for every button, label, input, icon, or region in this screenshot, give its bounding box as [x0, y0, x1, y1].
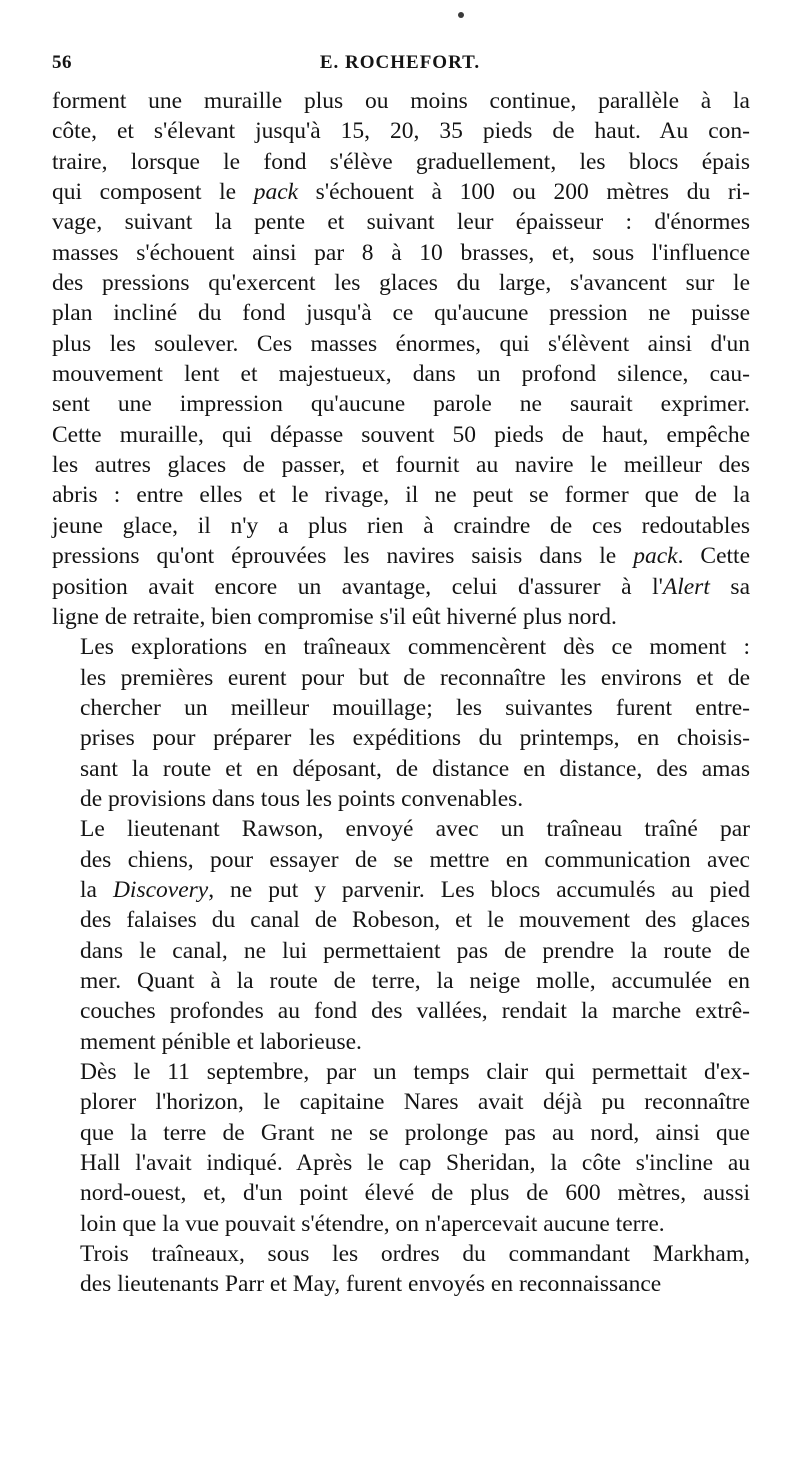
- text-line: plan incliné du fond jusqu'à ce qu'aucune pression ne puisse: [52, 300, 750, 327]
- text-line: des chiens, pour essayer de se mettre en communication avec: [80, 846, 750, 873]
- text-line: vage, suivant la pente et suivant leur épaisseur : d'énormes: [52, 209, 750, 236]
- text-line: Le lieutenant Rawson, envoyé avec un traîneau traîné par: [80, 816, 750, 843]
- text-line: ligne de retraite, bien compromise s'il eût hiverné plus nord.: [52, 603, 617, 630]
- italic-term: Discovery: [112, 876, 209, 903]
- paragraph: [52, 632, 750, 814]
- text-line: qui composent le pack s'échouent à 100 ou 200 mètres du ri-: [52, 179, 751, 206]
- text-line: plorer l'horizon, le capitaine Nares avait déjà pu reconnaître: [80, 1089, 750, 1116]
- text-line: couches profondes au fond des vallées, rendait la marche extrê-: [80, 998, 750, 1025]
- text-line: Trois traîneaux, sous les ordres du commandant Markham,: [80, 1241, 750, 1268]
- text-line: les autres glaces de passer, et fournit au navire le meilleur des: [52, 452, 750, 479]
- text-line: des lieutenants Parr et May, furent envoyés en reconnaissance: [80, 1271, 662, 1298]
- page-number: 56: [52, 52, 72, 73]
- text-line: les premières eurent pour but de reconnaître les environs et de: [80, 664, 750, 691]
- text-line: de provisions dans tous les points convenables.: [80, 785, 524, 812]
- text-line: masses s'échouent ainsi par 8 à 10 brasses, et, sous l'influence: [52, 239, 750, 266]
- text-line: traire, lorsque le fond s'élève graduellement, les blocs épais: [52, 148, 750, 175]
- running-head: E. ROCHEFORT.: [319, 52, 481, 73]
- body-text: [52, 86, 750, 1300]
- text-line: mouvement lent et majestueux, dans un profond silence, cau-: [52, 361, 750, 388]
- text-line: position avait encore un avantage, celui d'assurer à l'Alert sa: [52, 573, 751, 600]
- italic-term: pack: [253, 179, 299, 206]
- print-speck: [458, 12, 464, 18]
- text-line: jeune glace, il n'y a plus rien à craindre de ces redoutables: [52, 512, 750, 539]
- text-line: dans le canal, ne lui permettaient pas de prendre la route de: [80, 937, 750, 964]
- text-line: des falaises du canal de Robeson, et le mouvement des glaces: [80, 907, 750, 934]
- text-line: Dès le 11 septembre, par un temps clair qui permettait d'ex-: [80, 1059, 750, 1085]
- page-header: [52, 44, 748, 84]
- text-line: abris : entre elles et le rivage, il ne peut se former que de la: [52, 482, 750, 509]
- text-line: que la terre de Grant ne se prolonge pas au nord, ainsi que: [80, 1119, 750, 1146]
- text-line: mement pénible et laborieuse.: [80, 1028, 362, 1055]
- text-line: sent une impression qu'aucune parole ne saurait exprimer.: [52, 391, 750, 418]
- text-line: prises pour préparer les expéditions du printemps, en choisis-: [80, 725, 750, 752]
- text-line: des pressions qu'exercent les glaces du large, s'avancent sur le: [52, 270, 750, 297]
- text-line: mer. Quant à la route de terre, la neige molle, accumulée en: [80, 967, 750, 994]
- text-line: forment une muraille plus ou moins continue, parallèle à la: [52, 88, 750, 114]
- text-line: Hall l'avait indiqué. Après le cap Sheridan, la côte s'incline au: [80, 1150, 750, 1177]
- italic-term: Alert: [662, 573, 710, 600]
- text-line: nord-ouest, et, d'un point élevé de plus de 600 mètres, aussi: [80, 1180, 750, 1207]
- text-line: plus les soulever. Ces masses énormes, qui s'élèvent ainsi d'un: [52, 330, 750, 357]
- text-line: côte, et s'élevant jusqu'à 15, 20, 35 pieds de haut. Au con-: [52, 118, 750, 145]
- text-line: sant la route et en déposant, de distance en distance, des amas: [80, 755, 750, 782]
- paragraph: [52, 814, 750, 1057]
- paragraph: [52, 1239, 750, 1300]
- text-line: Les explorations en traîneaux commencèrent dès ce moment :: [80, 634, 750, 661]
- text-line: Cette muraille, qui dépasse souvent 50 pieds de haut, empêche: [52, 421, 750, 448]
- paragraph: [52, 1057, 750, 1239]
- italic-term: pack: [633, 543, 678, 570]
- text-line: la Discovery, ne put y parvenir. Les blocs accumulés au pied: [80, 876, 750, 903]
- text-line: loin que la vue pouvait s'étendre, on n'apercevait aucune terre.: [80, 1210, 665, 1237]
- text-line: chercher un meilleur mouillage; les suivantes furent entre-: [80, 694, 750, 721]
- paragraph: [52, 86, 750, 632]
- text-line: pressions qu'ont éprouvées les navires saisis dans le pack. Cette: [52, 543, 751, 570]
